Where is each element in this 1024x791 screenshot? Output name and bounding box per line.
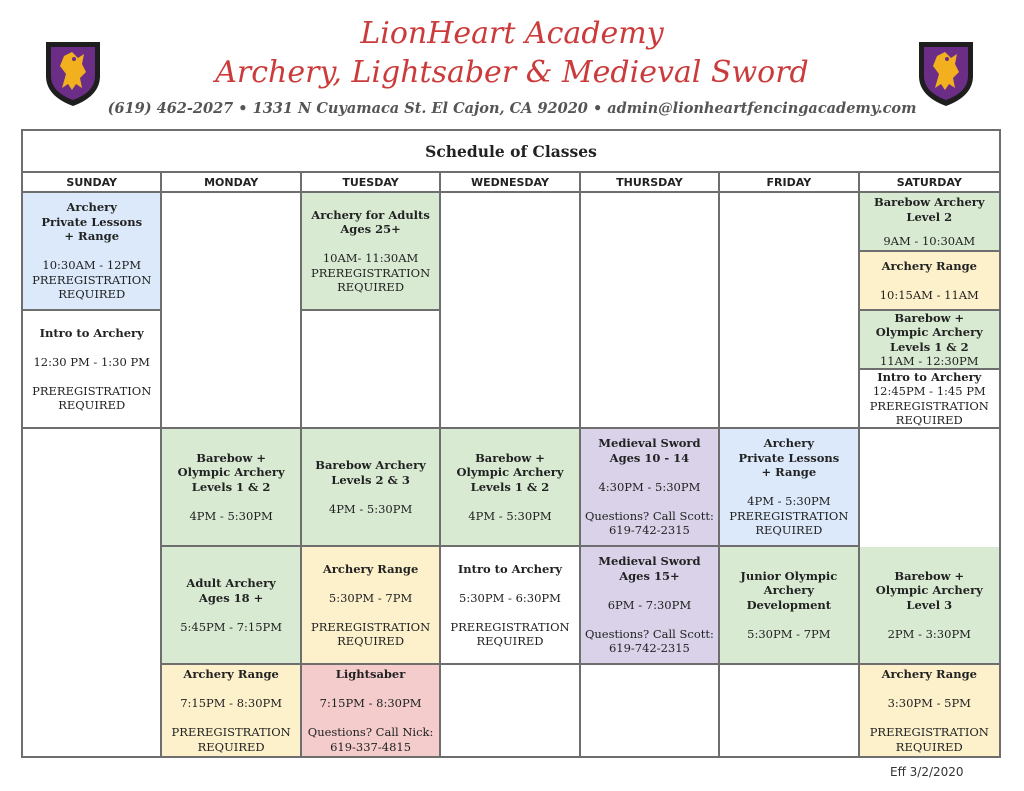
class-detail: 619-742-2315 <box>608 523 690 538</box>
class-title: Barebow Archery <box>873 195 985 209</box>
class-title: Levels 2 & 3 <box>331 472 410 487</box>
class-title: Archery Development <box>746 583 832 612</box>
class-detail: 12:45PM - 1:45 PM <box>872 384 986 398</box>
class-title: Archery <box>763 436 815 451</box>
class-title: Ages 15+ <box>619 568 680 583</box>
class-detail: REQUIRED <box>197 739 265 754</box>
class-cell <box>23 311 162 429</box>
class-detail: PREREGISTRATION <box>32 272 152 287</box>
program-subtitle: Archery, Lightsaber & Medieval Sword <box>215 55 809 90</box>
class-title: Archery Range <box>881 667 977 681</box>
class-detail: 10:30AM - 12PM <box>42 258 141 273</box>
class-cell <box>720 547 859 665</box>
class-title: + Range <box>64 229 120 244</box>
class-title: Barebow + <box>196 450 267 465</box>
class-detail: REQUIRED <box>895 739 963 754</box>
class-cell <box>162 547 301 665</box>
class-title: Intro to Archery <box>457 561 563 576</box>
day-header-monday: MONDAY <box>162 173 301 193</box>
class-cell <box>860 193 999 252</box>
class-detail: PREREGISTRATION <box>310 265 431 280</box>
class-detail: Questions? Call Scott: <box>584 626 714 641</box>
empty-cell <box>23 429 162 756</box>
class-cell <box>860 547 999 665</box>
class-detail: PREREGISTRATION <box>869 398 989 413</box>
class-cell <box>860 370 999 429</box>
class-title: Olympic Archery <box>875 583 983 598</box>
class-detail: 4PM - 5:30PM <box>468 508 552 523</box>
class-title: Ages 18 + <box>198 590 264 605</box>
class-title: + Range <box>761 465 817 480</box>
class-detail: 2PM - 3:30PM <box>887 626 971 641</box>
class-detail: REQUIRED <box>58 287 126 302</box>
class-title: Archery <box>66 200 117 215</box>
class-title: Archery Range <box>881 258 977 273</box>
class-title: Lightsaber <box>335 667 406 681</box>
class-detail: 6PM - 7:30PM <box>607 597 692 612</box>
schedule-table <box>21 129 1001 758</box>
class-title: Levels 1 & 2 <box>470 479 550 494</box>
lion-crest-icon <box>44 38 102 108</box>
schedule-grid <box>23 173 999 756</box>
day-header-thursday: THURSDAY <box>581 173 720 193</box>
class-detail: PREREGISTRATION <box>729 508 849 523</box>
class-title: Olympic Archery <box>456 465 564 480</box>
empty-cell <box>302 311 441 429</box>
class-title: Junior Olympic <box>740 568 838 583</box>
class-detail: PREREGISTRATION <box>171 725 291 739</box>
class-cell <box>720 429 859 547</box>
class-detail: 5:30PM - 7PM <box>747 626 831 641</box>
class-title: Medieval Sword <box>598 554 701 569</box>
class-detail: 9AM - 10:30AM <box>883 233 976 248</box>
class-detail: REQUIRED <box>895 413 963 427</box>
class-title: Barebow + <box>475 450 545 465</box>
empty-cell <box>441 665 580 756</box>
class-detail: PREREGISTRATION <box>32 383 152 398</box>
class-title: Archery for Adults <box>311 207 430 222</box>
day-header-tuesday: TUESDAY <box>302 173 441 193</box>
empty-cell <box>720 193 859 429</box>
class-title: Archery Range <box>322 561 419 576</box>
class-cell <box>162 665 301 756</box>
class-detail: 10AM- 11:30AM <box>322 251 419 265</box>
class-cell <box>302 547 441 665</box>
class-detail: 5:45PM - 7:15PM <box>180 619 283 634</box>
class-detail: REQUIRED <box>337 280 405 294</box>
class-detail: 7:15PM - 8:30PM <box>319 696 422 710</box>
class-title: Intro to Archery <box>877 370 982 384</box>
class-detail: Questions? Call Scott: <box>584 508 714 523</box>
class-cell <box>302 193 441 311</box>
class-detail: 12:30 PM - 1:30 PM <box>33 354 150 369</box>
class-title: Ages 25+ <box>340 222 401 236</box>
academy-title: LionHeart Academy <box>360 16 664 51</box>
class-title: Medieval Sword <box>598 436 701 451</box>
class-detail: PREREGISTRATION <box>450 619 570 634</box>
class-cell <box>441 547 580 665</box>
day-header-saturday: SATURDAY <box>860 173 999 193</box>
lion-crest-icon <box>917 38 975 108</box>
class-detail: REQUIRED <box>755 523 823 538</box>
empty-cell <box>441 193 580 429</box>
class-detail: 4:30PM - 5:30PM <box>598 479 701 494</box>
class-cell <box>162 429 301 547</box>
class-title: Private Lessons <box>41 214 143 229</box>
class-title: Olympic Archery <box>875 325 983 339</box>
class-cell <box>302 429 441 547</box>
effective-date: Eff 3/2/2020 <box>890 765 964 779</box>
class-title: Ages 10 - 14 <box>609 450 690 465</box>
class-detail: 5:30PM - 7PM <box>328 590 413 605</box>
empty-cell <box>162 193 301 429</box>
class-detail: 619-742-2315 <box>608 641 690 656</box>
empty-cell <box>581 193 720 429</box>
class-title: Level 3 <box>906 597 953 612</box>
class-detail: 4PM - 5:30PM <box>189 508 273 523</box>
class-title: Intro to Archery <box>39 325 144 340</box>
class-detail: 10:15AM - 11AM <box>879 287 979 302</box>
class-cell <box>860 311 999 370</box>
class-detail: REQUIRED <box>58 398 126 412</box>
class-detail: 3:30PM - 5PM <box>887 696 971 710</box>
day-header-sunday: SUNDAY <box>23 173 162 193</box>
contact-line: (619) 462-2027 • 1331 N Cuyamaca St. El Cajon, CA 92020 • admin@lionheartfencingacademy.com <box>107 100 917 117</box>
class-detail: PREREGISTRATION <box>869 725 989 739</box>
empty-cell <box>581 665 720 756</box>
class-cell <box>441 429 580 547</box>
schedule-title: Schedule of Classes <box>23 131 999 173</box>
class-title: Levels 1 & 2 <box>191 479 271 494</box>
class-detail: Questions? Call Nick: <box>307 725 434 739</box>
class-detail: REQUIRED <box>337 634 405 648</box>
class-detail: 7:15PM - 8:30PM <box>180 696 283 710</box>
class-title: Levels 1 & 2 <box>889 339 969 354</box>
class-cell <box>581 547 720 665</box>
class-title: Barebow + <box>894 311 965 325</box>
class-detail: 5:30PM - 6:30PM <box>459 590 561 605</box>
class-detail: 619-337-4815 <box>330 739 412 754</box>
class-title: Archery Range <box>183 667 279 681</box>
class-title: Olympic Archery <box>177 465 285 480</box>
day-header-wednesday: WEDNESDAY <box>441 173 580 193</box>
class-detail: REQUIRED <box>476 634 544 648</box>
day-header-friday: FRIDAY <box>720 173 859 193</box>
empty-cell <box>720 665 859 756</box>
class-cell <box>23 193 162 311</box>
class-detail: 4PM - 5:30PM <box>328 501 413 516</box>
class-cell <box>860 252 999 311</box>
class-title: Barebow Archery <box>315 458 426 472</box>
class-title: Adult Archery <box>186 576 276 590</box>
class-title: Level 2 <box>906 209 953 224</box>
class-detail: 11AM - 12:30PM <box>879 354 979 368</box>
class-cell <box>302 665 441 756</box>
class-cell <box>581 429 720 547</box>
class-detail: PREREGISTRATION <box>310 619 431 634</box>
class-title: Private Lessons <box>738 450 840 465</box>
class-detail: 4PM - 5:30PM <box>747 494 831 509</box>
class-title: Barebow + <box>894 568 965 583</box>
class-cell <box>860 665 999 756</box>
